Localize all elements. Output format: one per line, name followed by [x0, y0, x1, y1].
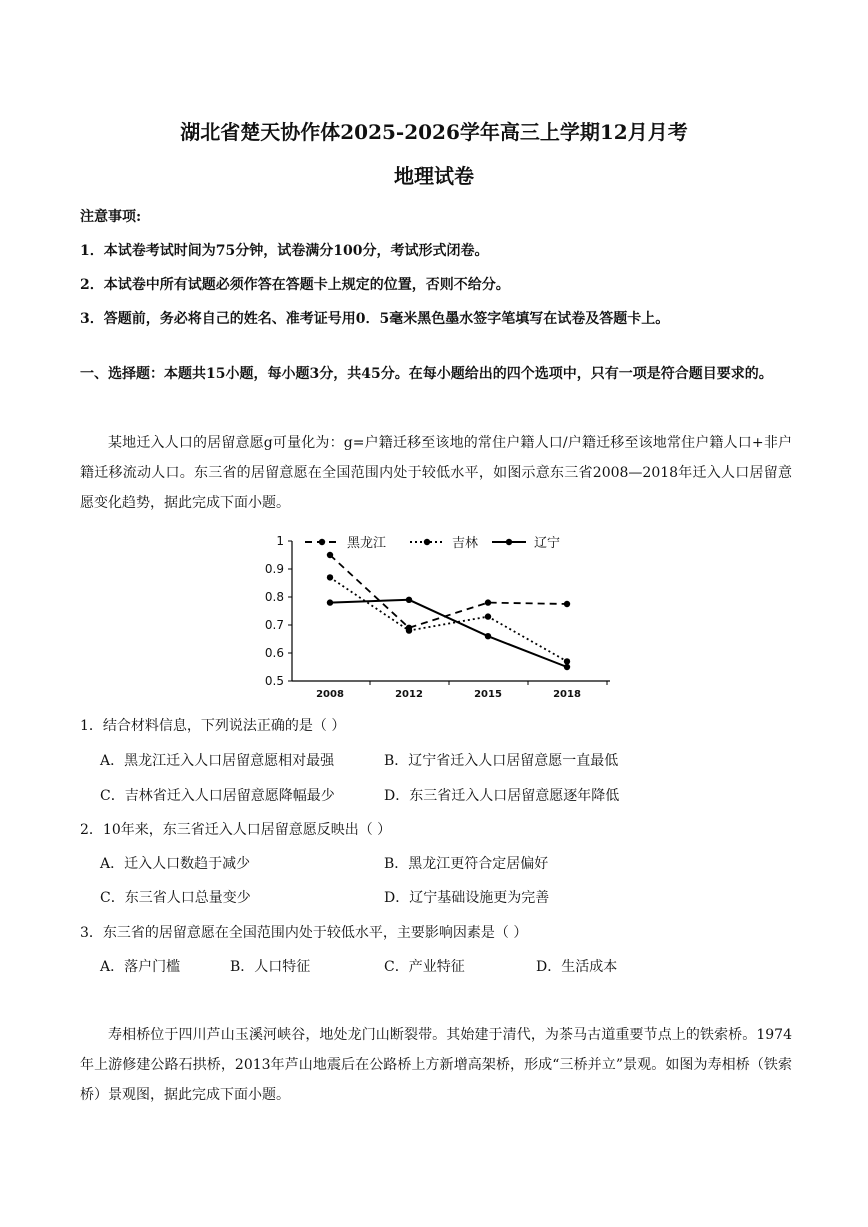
- series-line-1: [330, 555, 567, 628]
- x-tick-label: 2012: [395, 689, 423, 700]
- data-point: [327, 552, 333, 558]
- notice-item-1: 1．本试卷考试时间为75分钟，试卷满分100分，考试形式闭卷。: [80, 243, 489, 259]
- data-point: [564, 601, 570, 607]
- exam-subtitle: 地理试卷: [394, 164, 474, 188]
- y-tick-label: 0.9: [264, 562, 284, 576]
- exam-title: 湖北省楚天协作体2025-2026学年高三上学期12月月考: [180, 120, 688, 144]
- question-3-option-a[interactable]: A．落户门槛: [100, 959, 181, 975]
- legend-label-2: 吉林: [452, 536, 479, 551]
- legend-marker: [424, 539, 430, 545]
- y-tick-label: 1: [276, 534, 284, 548]
- legend-label-3: 辽宁: [534, 536, 561, 551]
- data-point: [327, 574, 333, 580]
- question-1-stem: 1．结合材料信息，下列说法正确的是（ ）: [80, 718, 346, 734]
- x-tick-label: 2018: [553, 689, 581, 700]
- legend-marker: [506, 539, 512, 545]
- question-1-option-b[interactable]: B．辽宁省迁入人口居留意愿一直最低: [384, 753, 619, 769]
- series-line-2: [330, 577, 567, 661]
- data-point: [406, 627, 412, 633]
- y-tick-label: 0.6: [264, 646, 284, 660]
- material-paragraph-1: 某地迁入人口的居留意愿g可量化为：g=户籍迁移至该地的常住户籍人口/户籍迁移至该地常住户籍人口+非户籍迁移流动人口。东三省的居留意愿在全国范围内处于较低水平，如图示意东三省2008—2018年迁入人口居留意愿变化趋势，据此完成下面小题。: [80, 435, 792, 511]
- residence-willingness-chart: [250, 528, 620, 708]
- legend-label-1: 黑龙江: [347, 536, 387, 551]
- question-1-option-d[interactable]: D．东三省迁入人口居留意愿逐年降低: [384, 788, 620, 804]
- data-point: [485, 613, 491, 619]
- data-point: [564, 658, 570, 664]
- section-heading: 一、选择题：本题共15小题，每小题3分，共45分。在每小题给出的四个选项中，只有一项是符合题目要求的。: [80, 366, 773, 382]
- series-line-3: [330, 600, 567, 667]
- question-2-stem: 2．10年来，东三省迁入人口居留意愿反映出（ ）: [80, 822, 392, 838]
- question-3-stem: 3．东三省的居留意愿在全国范围内处于较低水平，主要影响因素是（ ）: [80, 925, 528, 941]
- data-point: [327, 599, 333, 605]
- question-3-option-c[interactable]: C．产业特征: [384, 959, 465, 975]
- question-3-option-b[interactable]: B．人口特征: [230, 959, 311, 975]
- y-tick-label: 0.8: [264, 590, 284, 604]
- question-1-option-a[interactable]: A．黑龙江迁入人口居留意愿相对最强: [100, 753, 335, 769]
- x-tick-label: 2015: [474, 689, 502, 700]
- notice-heading: 注意事项:: [80, 209, 142, 225]
- y-tick-label: 0.5: [264, 674, 284, 688]
- data-point: [564, 664, 570, 670]
- question-1-option-c[interactable]: C．吉林省迁入人口居留意愿降幅最少: [100, 788, 335, 804]
- y-tick-label: 0.7: [264, 618, 284, 632]
- data-point: [485, 633, 491, 639]
- legend-marker: [319, 539, 325, 545]
- data-point: [406, 597, 412, 603]
- material-paragraph-2: 寿相桥位于四川芦山玉溪河峡谷，地处龙门山断裂带。其始建于清代，为茶马古道重要节点上的铁索桥。1974年上游修建公路石拱桥，2013年芦山地震后在公路桥上方新增高架桥，形成“三桥并立”景观。如图为寿相桥（铁索桥）景观图，据此完成下面小题。: [80, 1027, 792, 1103]
- question-3-option-d[interactable]: D．生活成本: [536, 959, 618, 975]
- question-2-option-c[interactable]: C．东三省人口总量变少: [100, 890, 251, 906]
- notice-item-3: 3．答题前，务必将自己的姓名、准考证号用0．5毫米黑色墨水签字笔填写在试卷及答题卡上。: [80, 311, 670, 327]
- notice-item-2: 2．本试卷中所有试题必须作答在答题卡上规定的位置，否则不给分。: [80, 277, 510, 293]
- x-tick-label: 2008: [316, 689, 344, 700]
- question-2-option-d[interactable]: D．辽宁基础设施更为完善: [384, 890, 550, 906]
- question-2-option-a[interactable]: A．迁入人口数趋于减少: [100, 856, 251, 872]
- question-2-option-b[interactable]: B．黑龙江更符合定居偏好: [384, 856, 549, 872]
- data-point: [485, 599, 491, 605]
